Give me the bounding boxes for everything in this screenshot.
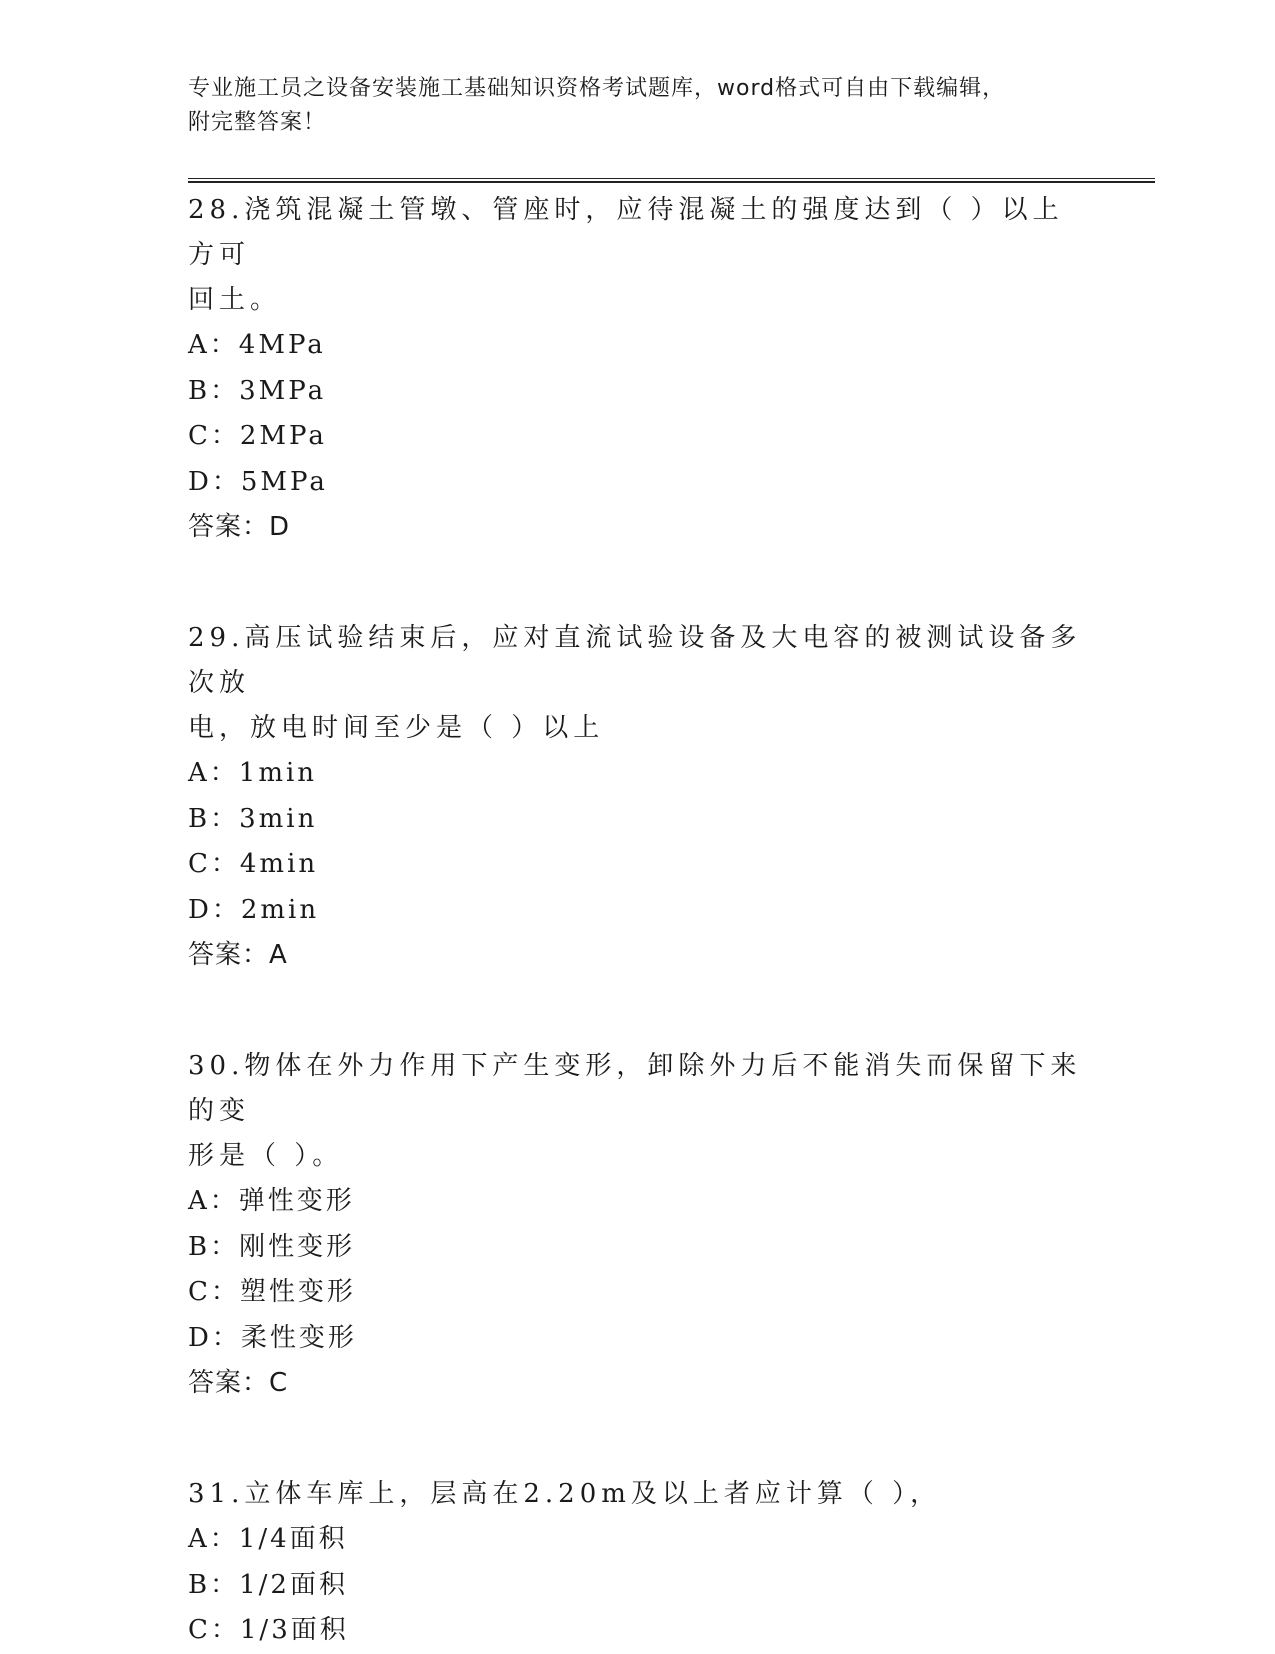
option-b: B：3min: [188, 803, 318, 834]
answer: 答案：C: [188, 1368, 289, 1398]
option-c: C：塑性变形: [188, 1277, 356, 1307]
question-stem-continued: 电，放电时间至少是（ ）以上: [188, 713, 605, 743]
option-c: C：4min: [188, 849, 319, 879]
option-b: B：3MPa: [188, 375, 327, 406]
question-29: [188, 616, 1088, 977]
option-a: A：4MPa: [188, 330, 326, 360]
question-stem: 28.浇筑混凝土管墩、管座时，应待混凝土的强度达到（ ）以上方可: [188, 195, 1064, 270]
question-stem: 30.物体在外力作用下产生变形，卸除外力后不能消失而保留下来的变: [188, 1051, 1082, 1126]
question-stem-continued: 回土。: [188, 285, 282, 315]
question-stem: 31.立体车库上，层高在2.20m及以上者应计算（ ），: [188, 1479, 942, 1509]
question-spacer: [188, 977, 1088, 1044]
option-c: C：2MPa: [188, 421, 327, 451]
option-b: B：1/2面积: [188, 1569, 348, 1600]
answer: 答案：D: [188, 512, 291, 542]
option-d: D：柔性变形: [188, 1322, 357, 1353]
header-line-2: 附完整答案！: [188, 110, 327, 135]
question-stem: 29.高压试验结束后，应对直流试验设备及大电容的被测试设备多次放: [188, 623, 1082, 698]
option-a: A：弹性变形: [188, 1186, 355, 1216]
option-d: D：5MPa: [188, 466, 328, 497]
question-spacer: [188, 1405, 1088, 1472]
question-30: [188, 1044, 1088, 1405]
question-spacer: [188, 549, 1088, 616]
header-line-1: 专业施工员之设备安装施工基础知识资格考试题库，word格式可自由下载编辑，: [188, 76, 1006, 101]
answer: 答案：A: [188, 940, 288, 970]
option-b: B：刚性变形: [188, 1231, 356, 1262]
option-c: C：1/3面积: [188, 1615, 349, 1645]
question-28: [188, 188, 1088, 549]
question-stem-continued: 形是（ ）。: [188, 1141, 344, 1171]
header-divider: [188, 178, 1155, 183]
option-d: D：2min: [188, 894, 320, 925]
option-a: A：1/4面积: [188, 1524, 348, 1554]
option-a: A：1min: [188, 758, 318, 788]
question-31: [188, 1472, 1088, 1654]
document-header: [188, 72, 1068, 140]
question-list: [188, 188, 1088, 1654]
